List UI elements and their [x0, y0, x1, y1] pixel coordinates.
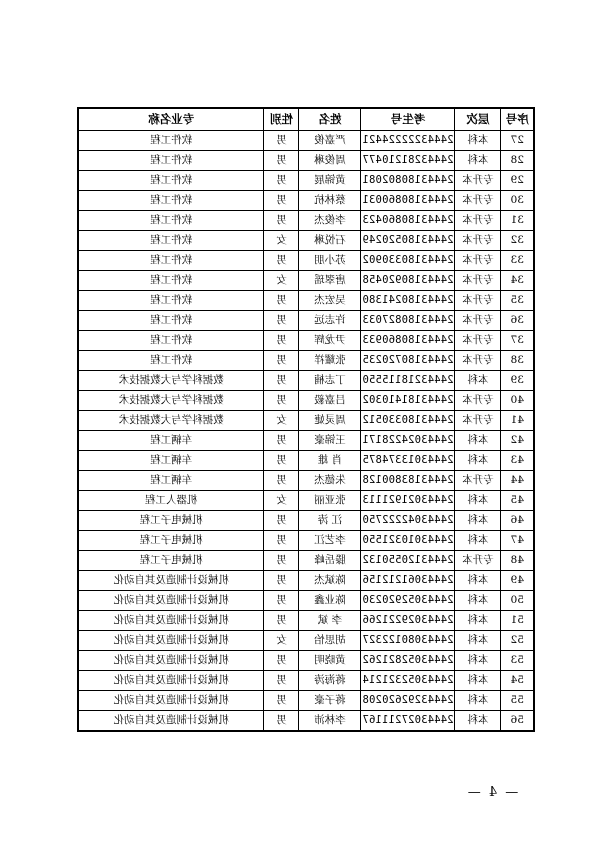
- table-row: [78, 411, 534, 431]
- cell-level: 本科: [455, 631, 501, 651]
- cell-gender: 男: [264, 651, 299, 671]
- table-header-row: [78, 108, 534, 131]
- cell-major: 车辆工程: [78, 471, 264, 491]
- cell-level: 专升本: [455, 311, 501, 331]
- cell-gender: 男: [264, 671, 299, 691]
- cell-gender: 女: [264, 231, 299, 251]
- cell-level: 专升本: [455, 411, 501, 431]
- cell-name: 朱德杰: [299, 471, 361, 491]
- cell-no: 27: [501, 131, 534, 151]
- cell-no: 48: [501, 551, 534, 571]
- cell-level: 本科: [455, 651, 501, 671]
- cell-major: 机械设计制造及其自动化: [78, 651, 264, 671]
- table-row: [78, 531, 534, 551]
- cell-exam-id: 24443010321550: [361, 531, 455, 551]
- cell-gender: 男: [264, 191, 299, 211]
- cell-exam-id: 24443029221266: [361, 611, 455, 631]
- cell-level: 本科: [455, 591, 501, 611]
- cell-exam-id: 24443061212156: [361, 571, 455, 591]
- cell-no: 45: [501, 491, 534, 511]
- cell-no: 38: [501, 351, 534, 371]
- cell-name: 唐翠瑶: [299, 271, 361, 291]
- cell-gender: 男: [264, 471, 299, 491]
- cell-exam-id: 24443080122327: [361, 631, 455, 651]
- cell-exam-id: 24443052321214: [361, 671, 455, 691]
- cell-level: 本科: [455, 451, 501, 471]
- cell-name: 周俊琳: [299, 151, 361, 171]
- cell-level: 本科: [455, 151, 501, 171]
- table-row: [78, 131, 534, 151]
- cell-name: 许志远: [299, 311, 361, 331]
- cell-major: 软件工程: [78, 231, 264, 251]
- table-row: [78, 671, 534, 691]
- cell-exam-id: 24443180802081: [361, 171, 455, 191]
- cell-major: 机器人工程: [78, 491, 264, 511]
- cell-name: 周灵婕: [299, 411, 361, 431]
- cell-level: 专升本: [455, 391, 501, 411]
- cell-no: 33: [501, 251, 534, 271]
- cell-no: 34: [501, 271, 534, 291]
- cell-level: 本科: [455, 611, 501, 631]
- header-exam-id: 考生号: [361, 108, 455, 131]
- cell-name: 张亚丽: [299, 491, 361, 511]
- cell-name: 李林沛: [299, 711, 361, 732]
- cell-major: 数据科学与大数据技术: [78, 391, 264, 411]
- header-gender: 性别: [264, 108, 299, 131]
- table-row: [78, 711, 534, 732]
- cell-level: 本科: [455, 671, 501, 691]
- cell-gender: 男: [264, 691, 299, 711]
- cell-name: 王锦豪: [299, 431, 361, 451]
- table-row: [78, 171, 534, 191]
- cell-no: 28: [501, 151, 534, 171]
- cell-exam-id: 24443180827033: [361, 311, 455, 331]
- cell-level: 专升本: [455, 251, 501, 271]
- cell-exam-id: 24443180920458: [361, 271, 455, 291]
- table-row: [78, 151, 534, 171]
- cell-name: 李俊杰: [299, 211, 361, 231]
- header-no: 序号: [501, 108, 534, 131]
- cell-exam-id: 24443292620208: [361, 691, 455, 711]
- table-row: [78, 271, 534, 291]
- header-name: 姓名: [299, 108, 361, 131]
- cell-major: 车辆工程: [78, 451, 264, 471]
- cell-no: 35: [501, 291, 534, 311]
- table-row: [78, 451, 534, 471]
- cell-no: 42: [501, 431, 534, 451]
- cell-gender: 女: [264, 631, 299, 651]
- cell-no: 52: [501, 631, 534, 651]
- cell-gender: 女: [264, 271, 299, 291]
- cell-exam-id: 24443180860933: [361, 331, 455, 351]
- table-row: [78, 631, 534, 651]
- cell-level: 专升本: [455, 171, 501, 191]
- cell-gender: 男: [264, 611, 299, 631]
- cell-level: 专升本: [455, 331, 501, 351]
- cell-exam-id: 24443021921113: [361, 491, 455, 511]
- cell-exam-id: 24443120550132: [361, 551, 455, 571]
- cell-no: 51: [501, 611, 534, 631]
- table-row: [78, 231, 534, 251]
- table-row: [78, 311, 534, 331]
- cell-major: 机械设计制造及其自动化: [78, 631, 264, 651]
- cell-level: 本科: [455, 131, 501, 151]
- cell-exam-id: 24443183800128: [361, 471, 455, 491]
- cell-exam-id: 24443180330902: [361, 251, 455, 271]
- table-row: [78, 331, 534, 351]
- cell-name: 滕岳峰: [299, 551, 361, 571]
- cell-no: 56: [501, 711, 534, 732]
- cell-name: 肖 雄: [299, 451, 361, 471]
- cell-gender: 男: [264, 711, 299, 732]
- cell-level: 专升本: [455, 471, 501, 491]
- cell-gender: 男: [264, 171, 299, 191]
- cell-level: 本科: [455, 491, 501, 511]
- cell-name: 石悦琳: [299, 231, 361, 251]
- cell-level: 专升本: [455, 351, 501, 371]
- cell-exam-id: 24443180330512: [361, 411, 455, 431]
- cell-major: 机械电子工程: [78, 531, 264, 551]
- cell-level: 本科: [455, 691, 501, 711]
- cell-exam-id: 24443180241380: [361, 291, 455, 311]
- cell-gender: 男: [264, 391, 299, 411]
- cell-no: 49: [501, 571, 534, 591]
- header-major: 专业名称: [78, 108, 264, 131]
- table-row: [78, 251, 534, 271]
- table-row: [78, 371, 534, 391]
- cell-major: 车辆工程: [78, 431, 264, 451]
- cell-exam-id: 24443180720235: [361, 351, 455, 371]
- cell-exam-id: 24443042222750: [361, 511, 455, 531]
- cell-level: 专升本: [455, 271, 501, 291]
- cell-no: 37: [501, 331, 534, 351]
- cell-name: 蔡林杭: [299, 191, 361, 211]
- cell-no: 31: [501, 211, 534, 231]
- cell-major: 机械设计制造及其自动化: [78, 711, 264, 732]
- cell-major: 机械电子工程: [78, 511, 264, 531]
- cell-exam-id: 24443281210477: [361, 151, 455, 171]
- cell-name: 丁志楠: [299, 371, 361, 391]
- cell-major: 机械设计制造及其自动化: [78, 611, 264, 631]
- cell-level: 专升本: [455, 191, 501, 211]
- cell-major: 机械设计制造及其自动化: [78, 691, 264, 711]
- table-row: [78, 351, 534, 371]
- cell-major: 软件工程: [78, 351, 264, 371]
- cell-exam-id: 24443052920230: [361, 591, 455, 611]
- cell-gender: 男: [264, 131, 299, 151]
- cell-name: 蒋海涛: [299, 671, 361, 691]
- cell-level: 专升本: [455, 291, 501, 311]
- cell-major: 软件工程: [78, 191, 264, 211]
- cell-gender: 男: [264, 351, 299, 371]
- cell-name: 苏小朋: [299, 251, 361, 271]
- table-row: [78, 551, 534, 571]
- cell-name: 尹龙辉: [299, 331, 361, 351]
- cell-name: 黄锦展: [299, 171, 361, 191]
- cell-major: 软件工程: [78, 131, 264, 151]
- table-row: [78, 571, 534, 591]
- cell-major: 机械设计制造及其自动化: [78, 571, 264, 591]
- cell-level: 本科: [455, 711, 501, 732]
- cell-level: 本科: [455, 371, 501, 391]
- cell-name: 张耀祥: [299, 351, 361, 371]
- cell-major: 数据科学与大数据技术: [78, 411, 264, 431]
- cell-gender: 男: [264, 291, 299, 311]
- cell-exam-id: 24443180860031: [361, 191, 455, 211]
- cell-name: 蒋子豪: [299, 691, 361, 711]
- cell-name: 李艺江: [299, 531, 361, 551]
- cell-major: 软件工程: [78, 291, 264, 311]
- cell-major: 软件工程: [78, 311, 264, 331]
- cell-no: 46: [501, 511, 534, 531]
- cell-exam-id: 24443180860423: [361, 211, 455, 231]
- table-row: [78, 491, 534, 511]
- table-row: [78, 471, 534, 491]
- cell-name: 陈斌杰: [299, 571, 361, 591]
- table-row: [78, 191, 534, 211]
- header-level: 层次: [455, 108, 501, 131]
- cell-no: 50: [501, 591, 534, 611]
- cell-name: 黄晓明: [299, 651, 361, 671]
- cell-name: 陈业鑫: [299, 591, 361, 611]
- cell-level: 本科: [455, 431, 501, 451]
- cell-exam-id: 24443181410302: [361, 391, 455, 411]
- table-row: [78, 211, 534, 231]
- cell-no: 55: [501, 691, 534, 711]
- cell-level: 本科: [455, 571, 501, 591]
- cell-exam-id: 24443052821262: [361, 651, 455, 671]
- cell-major: 软件工程: [78, 331, 264, 351]
- cell-level: 专升本: [455, 211, 501, 231]
- cell-name: 李 斌: [299, 611, 361, 631]
- cell-major: 软件工程: [78, 251, 264, 271]
- cell-no: 36: [501, 311, 534, 331]
- cell-level: 专升本: [455, 231, 501, 251]
- cell-gender: 男: [264, 311, 299, 331]
- cell-gender: 女: [264, 411, 299, 431]
- table-body: [78, 131, 534, 732]
- cell-major: 软件工程: [78, 151, 264, 171]
- page-number: — 4 —: [465, 785, 519, 800]
- cell-gender: 男: [264, 371, 299, 391]
- cell-gender: 男: [264, 251, 299, 271]
- cell-level: 本科: [455, 511, 501, 531]
- cell-name: 吕嘉毅: [299, 391, 361, 411]
- cell-exam-id: 24443218115550: [361, 371, 455, 391]
- cell-exam-id: 24443024228171: [361, 431, 455, 451]
- cell-no: 39: [501, 371, 534, 391]
- table-row: [78, 391, 534, 411]
- cell-name: 胡思怡: [299, 631, 361, 651]
- cell-name: 江 涛: [299, 511, 361, 531]
- cell-major: 软件工程: [78, 171, 264, 191]
- cell-gender: 男: [264, 591, 299, 611]
- cell-exam-id: 24443180520249: [361, 231, 455, 251]
- cell-no: 54: [501, 671, 534, 691]
- cell-no: 30: [501, 191, 534, 211]
- cell-no: 40: [501, 391, 534, 411]
- cell-gender: 男: [264, 151, 299, 171]
- cell-no: 53: [501, 651, 534, 671]
- table-row: [78, 291, 534, 311]
- cell-no: 29: [501, 171, 534, 191]
- cell-gender: 男: [264, 451, 299, 471]
- cell-no: 44: [501, 471, 534, 491]
- table-row: [78, 651, 534, 671]
- cell-gender: 男: [264, 511, 299, 531]
- cell-level: 专升本: [455, 551, 501, 571]
- table-row: [78, 591, 534, 611]
- cell-no: 41: [501, 411, 534, 431]
- table-row: [78, 691, 534, 711]
- cell-no: 47: [501, 531, 534, 551]
- cell-major: 机械电子工程: [78, 551, 264, 571]
- table-row: [78, 611, 534, 631]
- cell-exam-id: 24443027211167: [361, 711, 455, 732]
- cell-name: 吴宏杰: [299, 291, 361, 311]
- admission-roster-table: [77, 107, 535, 732]
- cell-gender: 女: [264, 491, 299, 511]
- cell-gender: 男: [264, 211, 299, 231]
- cell-gender: 男: [264, 331, 299, 351]
- cell-major: 机械设计制造及其自动化: [78, 671, 264, 691]
- table-row: [78, 511, 534, 531]
- cell-gender: 男: [264, 571, 299, 591]
- cell-gender: 男: [264, 531, 299, 551]
- cell-gender: 男: [264, 431, 299, 451]
- cell-level: 本科: [455, 531, 501, 551]
- cell-major: 软件工程: [78, 211, 264, 231]
- cell-major: 软件工程: [78, 271, 264, 291]
- cell-exam-id: 24443222224421: [361, 131, 455, 151]
- cell-major: 机械设计制造及其自动化: [78, 591, 264, 611]
- cell-exam-id: 24443013374875: [361, 451, 455, 471]
- cell-no: 43: [501, 451, 534, 471]
- cell-gender: 男: [264, 551, 299, 571]
- cell-name: 严嘉俊: [299, 131, 361, 151]
- table-row: [78, 431, 534, 451]
- cell-no: 32: [501, 231, 534, 251]
- cell-major: 数据科学与大数据技术: [78, 371, 264, 391]
